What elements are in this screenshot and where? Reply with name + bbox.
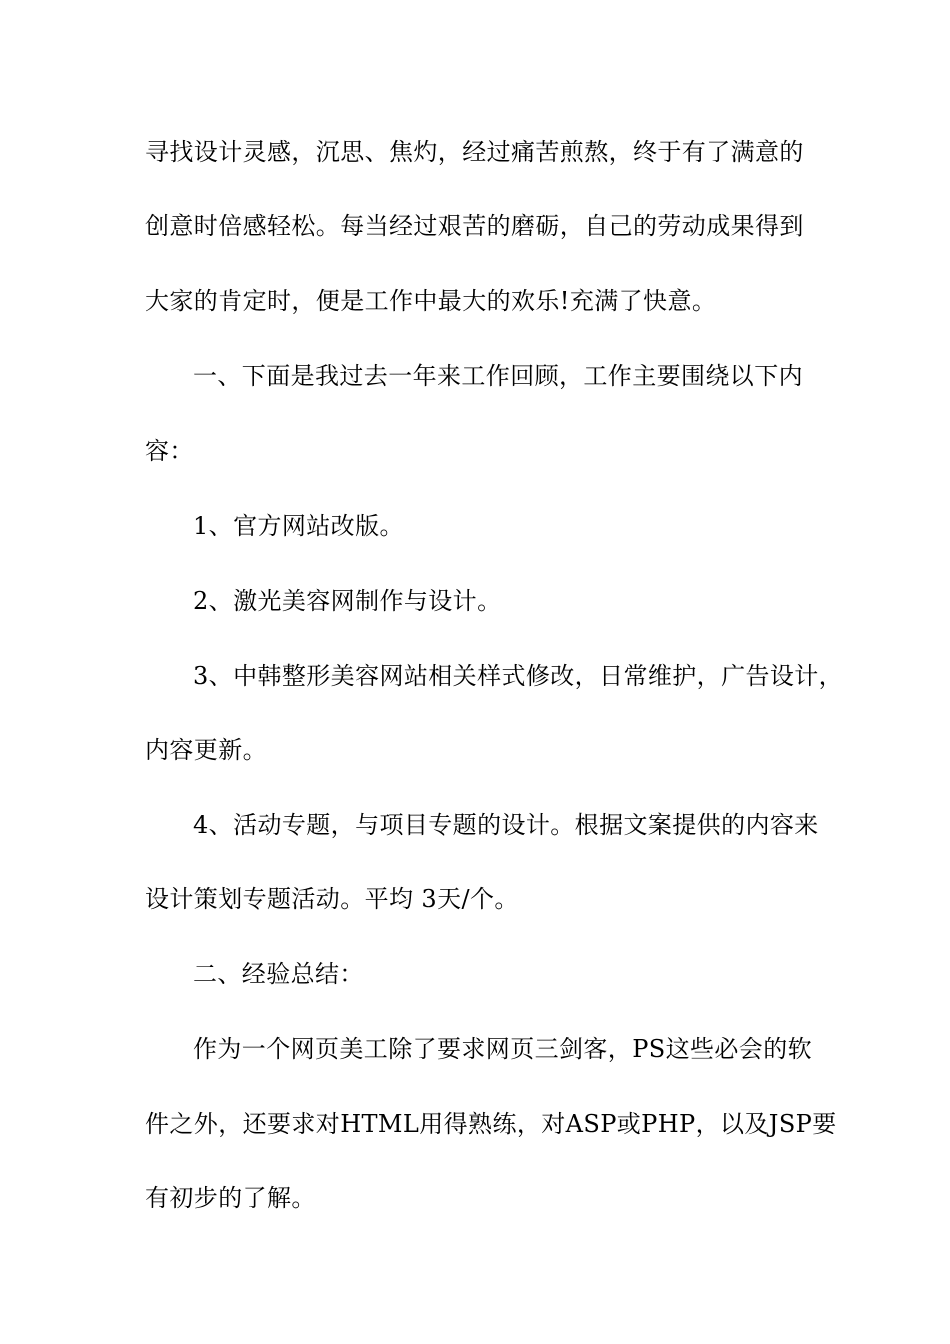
text-line: 大家的肯定时，便是工作中最大的欢乐!充满了快意。 [145,287,717,315]
text-line: 件之外，还要求对HTML用得熟练，对ASP或PHP，以及JSP要 [145,1110,837,1138]
text-line: 寻找设计灵感，沉思、焦灼，经过痛苦煎熬，终于有了满意的 [145,138,804,166]
text-line: 内容更新。 [145,736,267,764]
text-line: 容： [145,437,194,465]
text-line: 有初步的了解。 [145,1184,316,1212]
text-line: 创意时倍感轻松。每当经过艰苦的磨砺，自己的劳动成果得到 [145,212,804,240]
text-line: 设计策划专题活动。平均 3天/个。 [145,885,519,913]
text-line: 作为一个网页美工除了要求网页三剑客，PS这些必会的软 [193,1035,812,1063]
list-item: 1、官方网站改版。 [193,512,404,540]
list-item: 4、活动专题，与项目专题的设计。根据文案提供的内容来 [193,811,819,839]
list-item: 2、激光美容网制作与设计。 [193,587,502,615]
list-item: 3、中韩整形美容网站相关样式修改，日常维护，广告设计， [193,662,844,690]
section-heading: 二、经验总结： [193,960,364,988]
section-heading: 一、下面是我过去一年来工作回顾，工作主要围绕以下内 [193,362,803,390]
